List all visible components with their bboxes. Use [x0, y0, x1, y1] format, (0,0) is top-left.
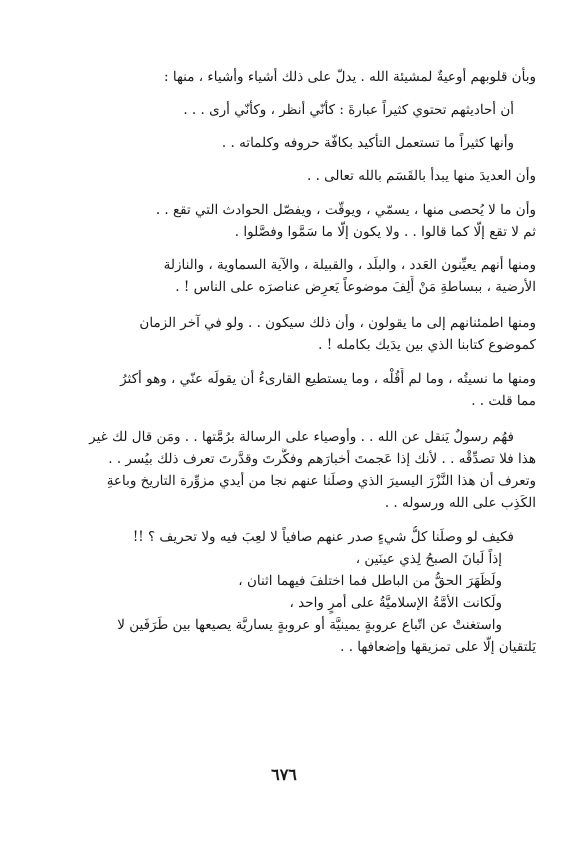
paragraph-messengers	[36, 426, 536, 514]
text-line: وتعرف أن هذا النَّزْرَ اليسيرَ الذي وصلَنا عنهم نجا من أيدي مزوِّرة التاريخ وباعةِ	[106, 473, 536, 489]
text-line: أن أحاديثهم تحتوي كثيراً عبارةَ : كأنّي أنظر ، وكأنّي أرى . . .	[183, 102, 514, 118]
paragraph-oath	[36, 165, 536, 187]
text-line: فكيف لو وصلَنا كلُّ شيءٍ صدر عنهم صافياً لا لعِبَ فيه ولا تحريف ؟ !!	[132, 529, 514, 545]
paragraph-events	[36, 199, 536, 243]
paragraph-intro	[36, 66, 536, 88]
page-number: ٦٧٦	[271, 765, 297, 784]
paragraph-visions	[36, 99, 536, 121]
text-line: الكَذِب على الله ورسوله . .	[384, 495, 536, 511]
paragraph-forgotten	[36, 368, 536, 412]
paragraph-emphasis	[36, 132, 536, 154]
text-line: الأرضية ، ببساطةِ مَنْ أَلِفَ موضوعاً يَعرِض عناصرَه على الناس ! .	[175, 279, 536, 295]
text-line: ومنها ما نسيتُه ، وما لم أَقُلْه ، وما يستطيع القارىءُ أن يقولَه عنّي ، وهو أكثرُ	[120, 371, 536, 387]
text-line: هذا فلا تصدِّقْه . . لأنك إذا عَجمتَ أخبارَهم وفكَّرتَ وقدَّرتَ تعرف ذلك بيُسر . .	[108, 451, 536, 467]
text-line: وأن العديدَ منها يبدأ بالقَسَم بالله تعالى . .	[307, 168, 536, 184]
text-line: فهُم رسولٌ يَنقل عن الله . . وأوصياء على الرسالة برُمَّتها . . ومَن قال لك غير	[89, 429, 514, 445]
text-line: وأن ما لا يُحصى منها ، يسمّي ، ويوقّت ، ويفصّل الحوادث التي تقع . .	[155, 202, 536, 218]
text-line: إذاً لَبانَ الصبحُ لِذي عينَين ،	[355, 551, 502, 567]
text-line: ولَكانت الأمَّةُ الإسلاميَّةُ على أمرٍ واحد ،	[289, 595, 502, 611]
text-line: ولَظَهَرَ الحقُّ من الباطل فما اختلفَ فيهما اثنان ،	[238, 573, 502, 589]
text-line: وبأن قلوبهم أوعيةٌ لمشيئة الله . يدلّ على ذلك أشياء وأشياء ، منها :	[164, 69, 536, 85]
paragraph-confidence	[36, 312, 536, 356]
text-line: ومنها أنهم يعيِّنون العَدد ، والبلَد ، والقبيلة ، والآية السماوية ، والنازلة	[163, 257, 536, 273]
text-line: وأنها كثيراً ما تستعمل التأكيد بكافّة حروفه وكلماته . .	[221, 135, 514, 151]
text-line: مما قلت . .	[471, 393, 536, 409]
text-line: واستغنتْ عن اتّباع عروبةٍ يمينيَّة أو عروبةٍ يساريَّة يصيعها بين طَرَفَين لا	[117, 617, 502, 633]
text-line: ثم لا تقع إلّا كما قالوا . . ولا يكون إلّا ما سَمَّوا وفصَّلوا .	[234, 224, 536, 240]
paragraph-specifics	[36, 254, 536, 298]
text-line: ومنها اطمئنانهم إلى ما يقولون ، وأن ذلك سيكون . . ولو في آخر الزمان	[139, 315, 536, 331]
text-line: كموضوع كتابنا الذي بين يدَيك بكامله ! .	[318, 337, 536, 353]
text-line: يَلتقيان إلّا على تمزيقها وإضعافها . .	[340, 639, 536, 655]
document-body	[36, 66, 536, 658]
paragraph-conclusion	[36, 526, 536, 658]
